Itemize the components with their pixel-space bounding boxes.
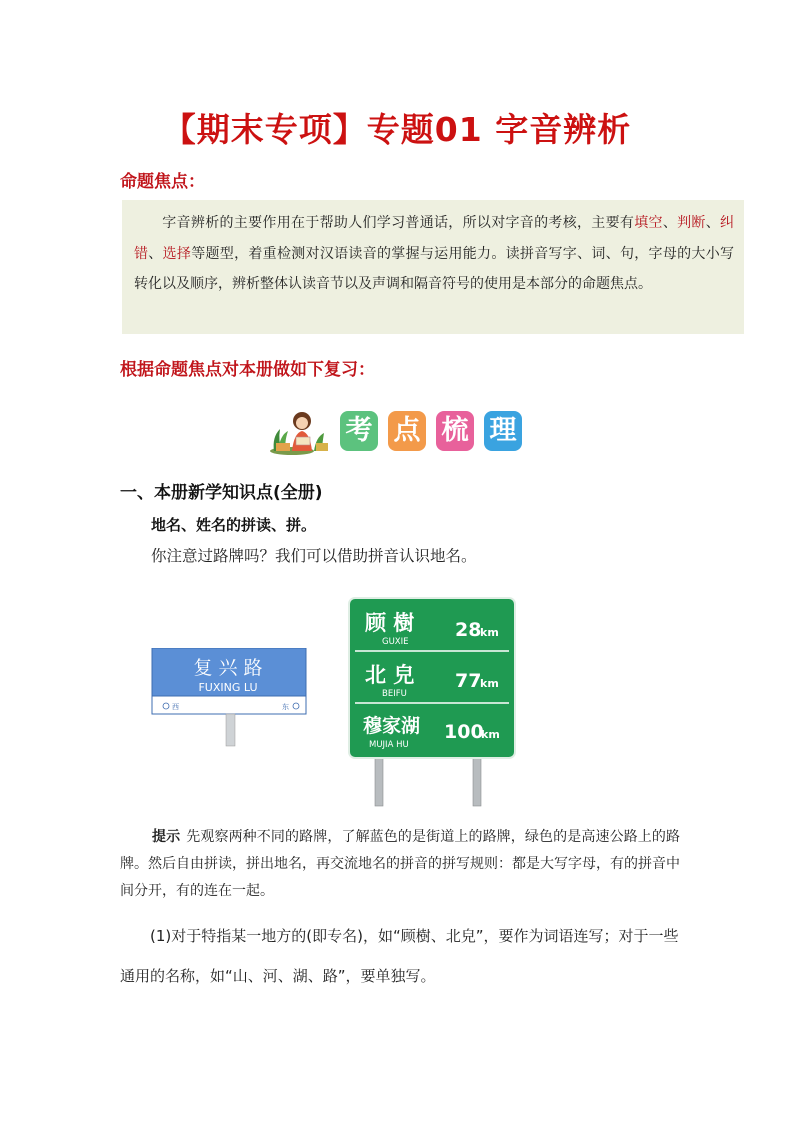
focus-heading: 命题焦点： bbox=[120, 172, 205, 192]
badge-text: 梳 bbox=[441, 415, 469, 446]
green-row1-distance: 28 bbox=[455, 619, 482, 641]
focus-separator: 、 bbox=[148, 245, 163, 262]
focus-box bbox=[122, 200, 744, 334]
green-row1-pinyin: GUXIE bbox=[382, 637, 409, 647]
review-heading: 根据命题焦点对本册做如下复习： bbox=[120, 360, 375, 380]
page-title: 【期末专项】专题01 字音辨析 bbox=[162, 110, 632, 149]
focus-highlight-correct: 纠错 bbox=[134, 215, 735, 262]
focus-text-part2: 等题型，着重检测对汉语读音的掌握与运用能力。读拼音写字、词、句，字母的大小写转化以及顺序，辨析整体认读音节以及声调和隔音符号的使用是本部分的命题焦点。 bbox=[134, 245, 735, 292]
green-row2-unit: km bbox=[480, 677, 499, 690]
badge-li bbox=[484, 411, 522, 451]
badge-text: 理 bbox=[489, 415, 517, 446]
green-row1-name: 顾 樹 bbox=[365, 611, 415, 635]
focus-separator: 、 bbox=[705, 215, 721, 231]
blue-sign-pole bbox=[226, 714, 235, 746]
green-row3-name: 穆家湖 bbox=[363, 715, 421, 737]
green-row2-pinyin: BEIFU bbox=[382, 689, 407, 699]
badge-dian bbox=[388, 411, 426, 451]
blue-sign-name: 复 兴 路 bbox=[193, 657, 263, 679]
badge-kao bbox=[340, 411, 378, 451]
green-highway-sign bbox=[347, 596, 517, 808]
green-row3-distance: 100 bbox=[444, 721, 484, 743]
tip-text: 先观察两种不同的路牌，了解蓝色的是街道上的路牌，绿色的是高速公路上的路牌。然后自由拼读，拼出地名，再交流地名的拼音的拼写规则：都是大写字母，有的拼音中间分开，有的连在一起。 bbox=[120, 829, 681, 899]
girl-reading-icon bbox=[270, 407, 334, 455]
badge-shu bbox=[436, 411, 474, 451]
green-sign-pole-right bbox=[473, 756, 481, 806]
blue-sign-pinyin: FUXING LU bbox=[198, 681, 258, 694]
green-row2-name: 北 皃 bbox=[365, 663, 415, 687]
focus-highlight-fill: 填空 bbox=[634, 215, 663, 231]
tip-label: 提示 bbox=[152, 829, 181, 845]
section1-heading: 一、本册新学知识点(全册) bbox=[120, 483, 323, 503]
green-sign-pole-left bbox=[375, 756, 383, 806]
green-row1-unit: km bbox=[480, 626, 499, 639]
blue-street-sign bbox=[150, 648, 310, 748]
blue-sign-east: 东 bbox=[282, 703, 289, 711]
badge-text: 考 bbox=[345, 415, 373, 446]
green-row2-distance: 77 bbox=[455, 670, 482, 692]
focus-highlight-judge: 判断 bbox=[677, 215, 706, 231]
key-points-banner bbox=[270, 407, 530, 453]
rule-paragraph bbox=[120, 916, 680, 996]
tip-paragraph bbox=[120, 824, 680, 905]
focus-separator: 、 bbox=[662, 215, 678, 231]
badge-text: 点 bbox=[393, 415, 421, 446]
subheading: 地名、姓名的拼读、拼。 bbox=[151, 516, 317, 534]
intro-line: 你注意过路牌吗？我们可以借助拼音认识地名。 bbox=[151, 547, 477, 565]
green-row3-pinyin: MUJIA HU bbox=[369, 740, 409, 750]
green-row3-unit: km bbox=[481, 728, 500, 741]
rule-text: (1)对于特指某一地方的(即专名)，如“顾樹、北皃”，要作为词语连写；对于一些通用的名称，如“山、河、湖、路”，要单独写。 bbox=[120, 927, 679, 985]
focus-text-part1: 字音辨析的主要作用在于帮助人们学习普通话，所以对字音的考核，主要有 bbox=[162, 215, 635, 231]
blue-sign-west: 西 bbox=[172, 703, 179, 711]
focus-highlight-choose: 选择 bbox=[162, 245, 192, 262]
